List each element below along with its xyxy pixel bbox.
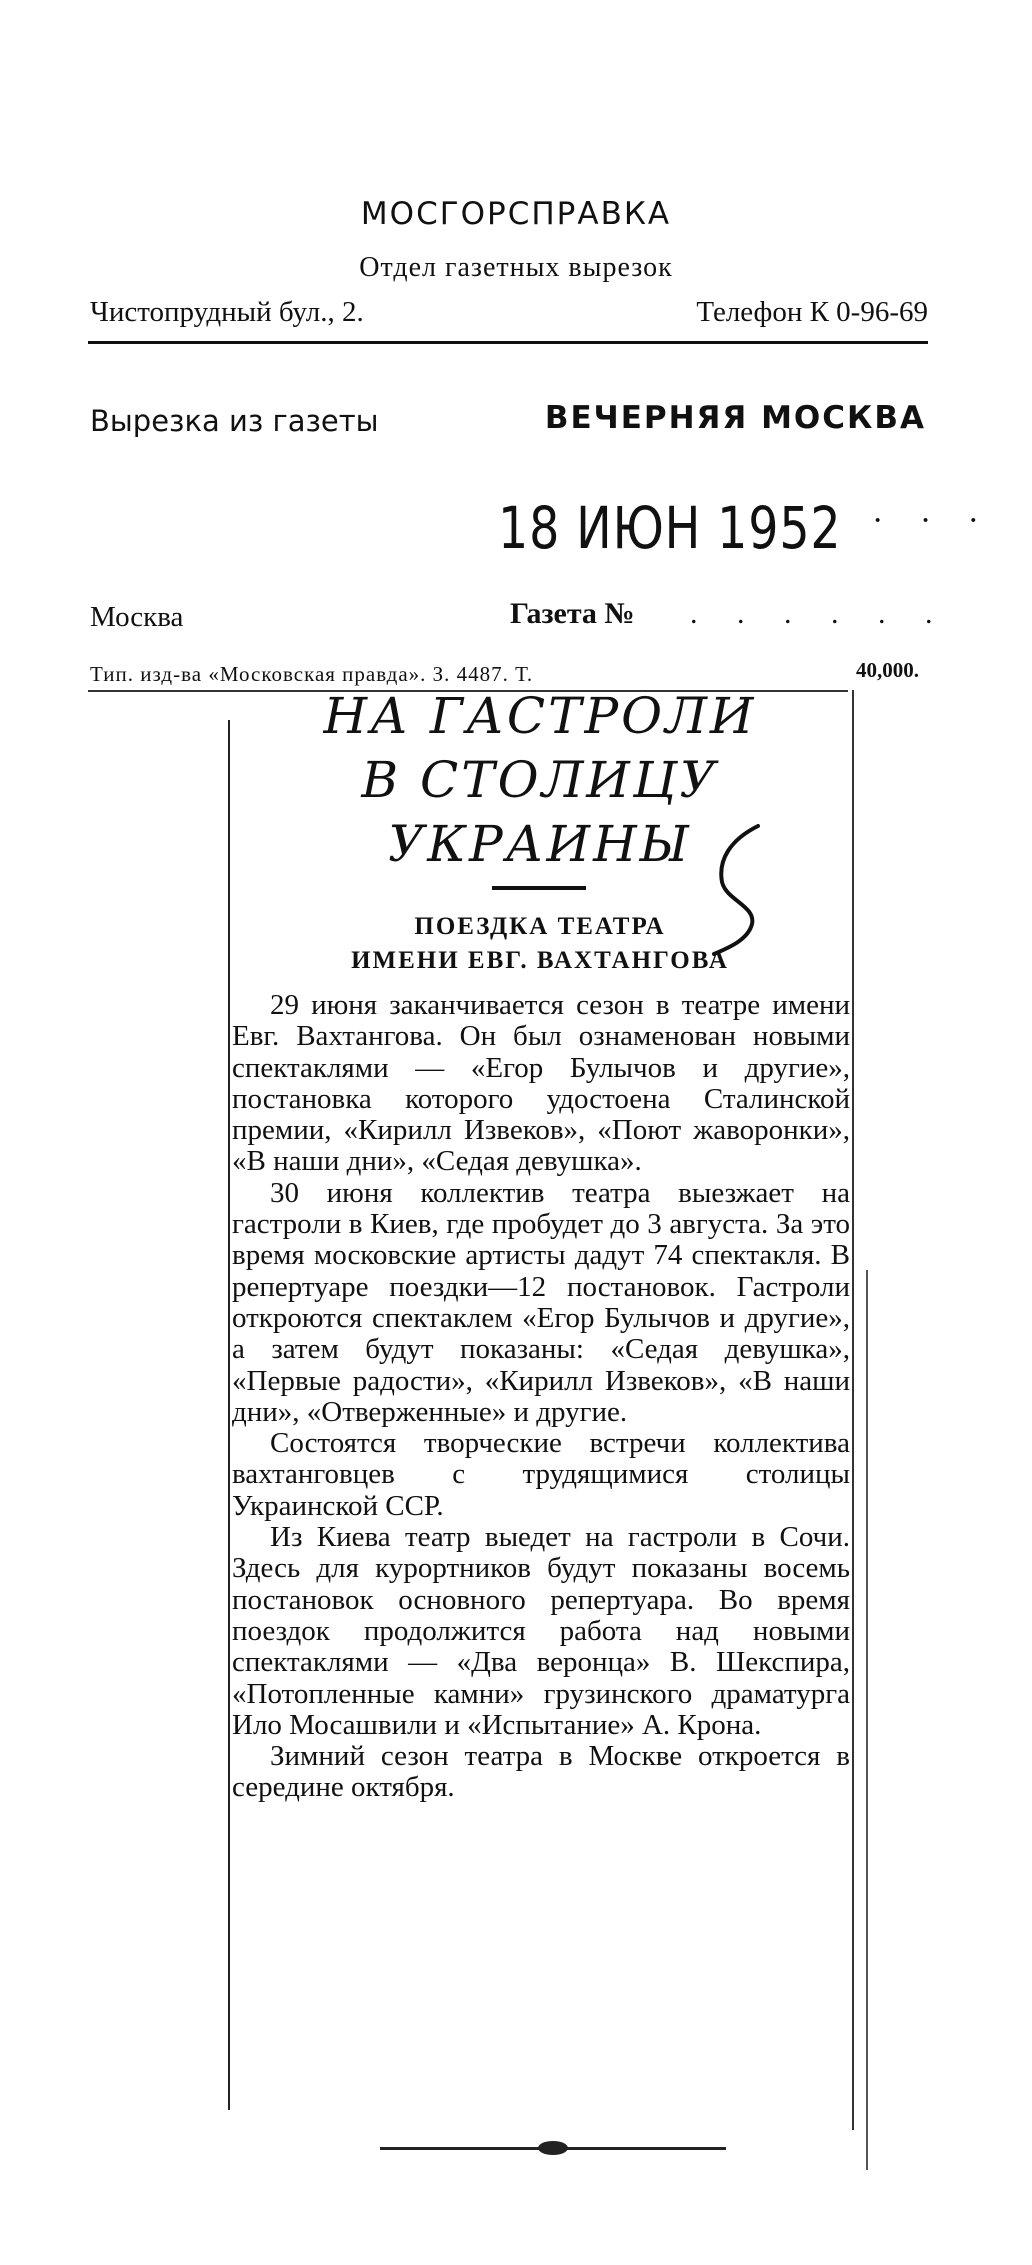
department-name: Отдел газетных вырезок [359, 252, 673, 283]
article-paragraph: Состоятся творческие встречи коллектива вахтанговцев с трудящимися столицы Украинской ССР. [232, 1427, 850, 1522]
article-end-ornament [538, 2141, 568, 2155]
article-paragraph: 29 июня заканчивается сезон в театре имени Евг. Вахтангова. Он был ознаменован новыми спектаклями — «Егор Булычов и другие», постановка которого удостоена Сталинской премии, «Кирилл Извеков», «Поют жаворонки», «В наши дни», «Седая девушка». [232, 989, 850, 1178]
article-title-line: НА ГАСТРОЛИ [323, 687, 757, 745]
column-border-right [852, 690, 854, 2130]
article-subtitle-line: ПОЕЗДКА ТЕАТРА [414, 913, 666, 940]
column-border-right-outer [866, 1270, 868, 2170]
article-paragraph: Зимний сезон театра в Москве откроется в середине октября. [232, 1740, 850, 1804]
article-paragraph: 30 июня коллектив театра выезжает на гастроли в Киев, где пробудет до 3 августа. За это время московские артисты дадут 74 спектакля. В репертуаре поездки—12 постановок. Гастроли откроются спектаклем «Егор Булычов и другие», а затем будут показаны: «Седая девушка», «Первые радости», «Кирилл Извеков», «В наши дни», «Отверженные» и другие. [232, 1176, 850, 1428]
article-body [232, 990, 850, 1804]
agency-name: МОСГОРСПРАВКА [360, 196, 672, 232]
article-paragraph: Из Киева театр выедет на гастроли в Сочи. Здесь для курортников будут показаны восемь постановок основного репертуара. Во время поездок продолжится работа над новыми спектаклями — «Два веронца» В. Шекспира, «Потопленные камни» грузинского драматурга Ило Мосашвили и «Испытание» А. Крона. [232, 1521, 850, 1741]
print-line: Тип. изд-ва «Московская правда». З. 4487. Т. [90, 662, 534, 686]
gazette-number-blank: . . . . . . [690, 597, 949, 630]
newspaper-name: ВЕЧЕРНЯЯ МОСКВА [544, 400, 926, 436]
stamp-dots: · · · [872, 502, 993, 539]
article-subtitle [230, 910, 850, 978]
agency-phone: Телефон К 0-96-69 [696, 296, 928, 328]
title-divider [492, 886, 586, 890]
header-divider [88, 341, 928, 344]
date-stamp: 18 ИЮН 1952 [498, 494, 842, 562]
clipping-label: Вырезка из газеты [90, 404, 379, 438]
article-title-line: В СТОЛИЦУ [361, 751, 719, 809]
article-title-line: УКРАИНЫ [388, 815, 692, 873]
agency-address: Чистопрудный бул., 2. [90, 296, 364, 328]
city-label: Москва [90, 601, 184, 633]
gazette-number-label: Газета № [510, 597, 635, 630]
print-circulation: 40,000. [856, 658, 919, 682]
article-subtitle-line: ИМЕНИ ЕВГ. ВАХТАНГОВА [351, 947, 729, 974]
